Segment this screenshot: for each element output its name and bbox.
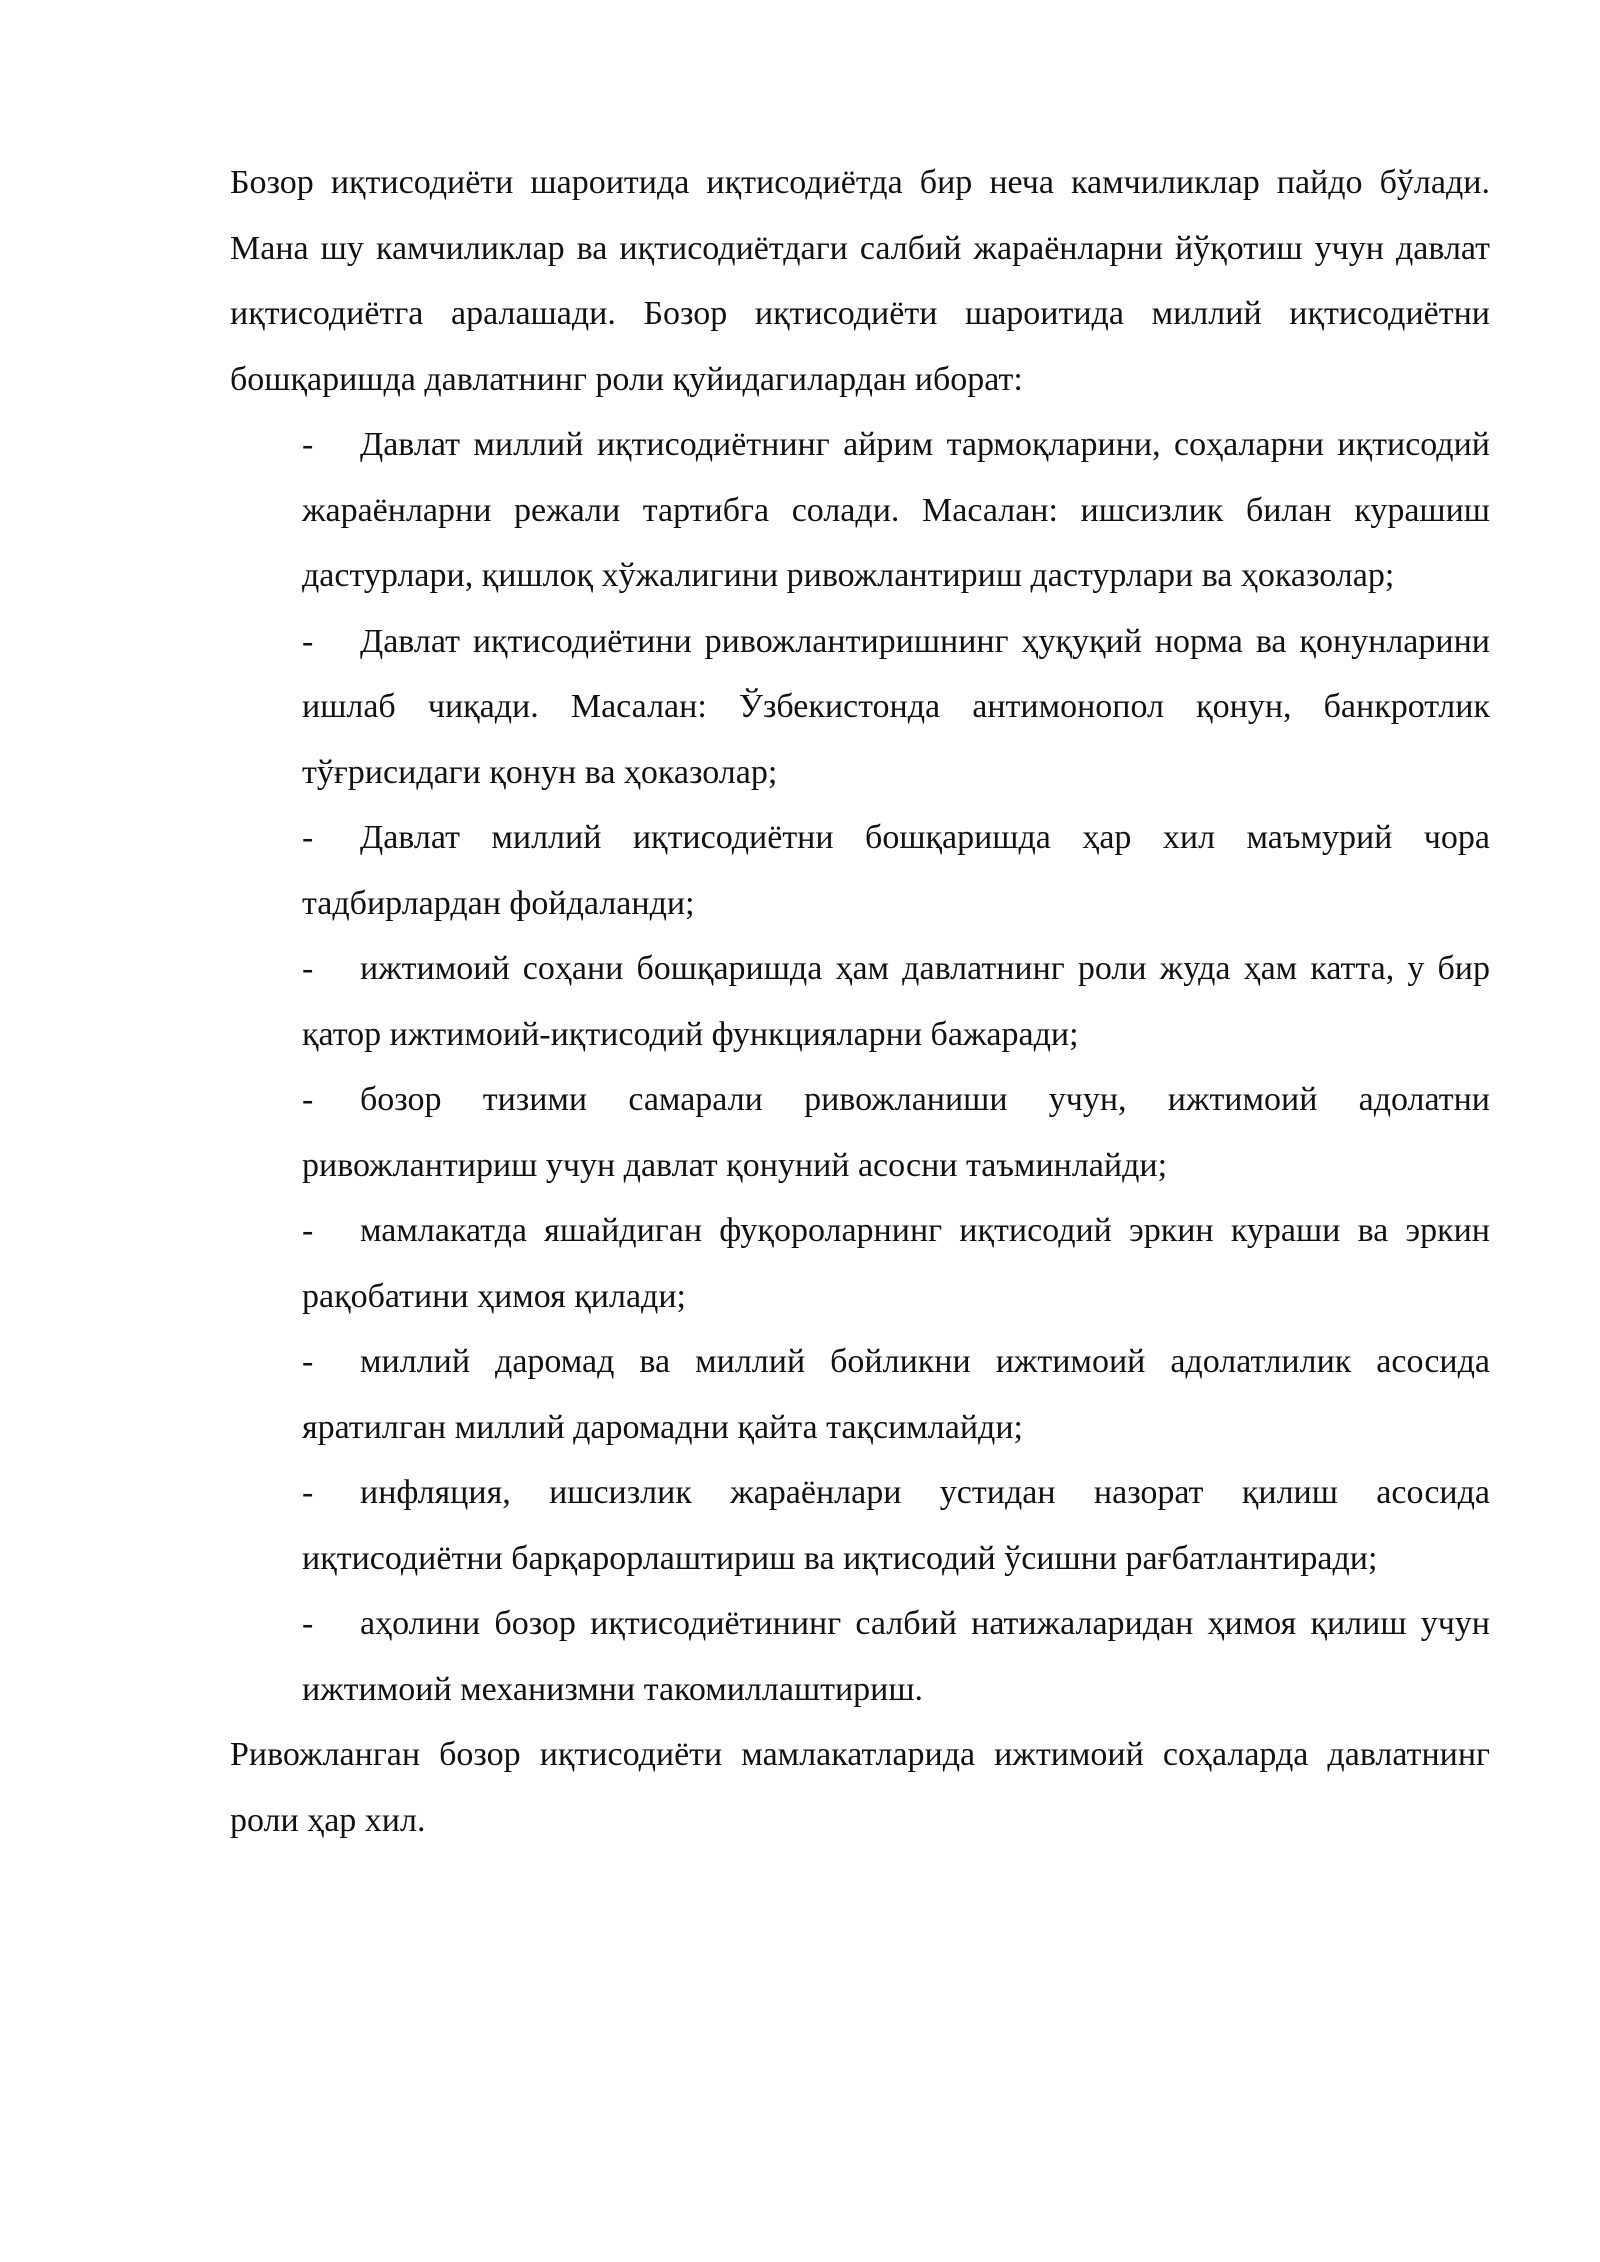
bullet-dash: -	[302, 622, 314, 660]
list-item-text: бозор тизими самарали ривожланиши учун, ижтимоий адолатни ривожлантириш учун давлат қонуний асосни таъминлайди;	[302, 1081, 1490, 1184]
list-item-text: ижтимоий соҳани бошқаришда ҳам давлатнинг роли жуда ҳам катта, у бир қатор ижтимоий-иқтисодий функцияларни бажаради;	[302, 950, 1490, 1053]
list-item	[302, 1460, 1490, 1591]
list-item	[302, 1329, 1490, 1460]
list-item-text: миллий даромад ва миллий бойликни ижтимоий адолатлилик асосида яратилган миллий даромадни қайта тақсимлайди;	[302, 1343, 1490, 1446]
role-list	[230, 412, 1490, 1722]
list-item	[302, 412, 1490, 609]
list-item-text: Давлат иқтисодиётини ривожлантиришнинг ҳуқуқий норма ва қонунларини ишлаб чиқади. Масалан: Ўзбекистонда антимонопол қонун, банкротлик тўғрисидаги қонун ва ҳоказолар;	[302, 622, 1490, 791]
document-page	[230, 150, 1490, 1853]
list-item	[302, 805, 1490, 936]
list-item	[302, 609, 1490, 806]
list-item-text: мамлакатда яшайдиган фуқороларнинг иқтисодий эркин кураши ва эркин рақобатини ҳимоя қилади;	[302, 1212, 1490, 1315]
bullet-dash: -	[302, 1081, 314, 1118]
list-item-text: Давлат миллий иқтисодиётни бошқаришда ҳар хил маъмурий чора тадбирлардан фойдаланди;	[302, 819, 1490, 922]
list-item-text: инфляция, ишсизлик жараёнлари устидан назорат қилиш асосида иқтисодиётни барқарорлаштириш ва иқтисодий ўсишни рағбатлантиради;	[302, 1474, 1490, 1577]
list-item	[302, 1591, 1490, 1722]
bullet-dash: -	[302, 1343, 314, 1380]
list-item	[302, 936, 1490, 1067]
list-item-text: аҳолини бозор иқтисодиётининг салбий натижаларидан ҳимоя қилиш учун ижтимоий механизмни такомиллаштириш.	[302, 1605, 1490, 1708]
list-item	[302, 1067, 1490, 1198]
bullet-dash: -	[302, 1605, 314, 1642]
bullet-dash: -	[302, 1474, 314, 1511]
conclusion-paragraph: Ривожланган бозор иқтисодиёти мамлакатларида ижтимоий соҳаларда давлатнинг роли ҳар хил.	[230, 1736, 1490, 1839]
list-item-text: Давлат миллий иқтисодиётнинг айрим тармоқларини, соҳаларни иқтисодий жараёнларни режали тартибга солади. Масалан: ишсизлик билан курашиш дастурлари, қишлоқ хўжалигини ривожлантириш дастурлари ва ҳоказолар;	[302, 426, 1490, 594]
bullet-dash: -	[302, 950, 314, 987]
bullet-dash: -	[302, 426, 314, 463]
bullet-dash: -	[302, 819, 314, 856]
bullet-dash: -	[302, 1212, 314, 1249]
list-item	[302, 1198, 1490, 1329]
intro-paragraph: Бозор иқтисодиёти шароитида иқтисодиётда бир неча камчиликлар пайдо бўлади. Мана шу камчиликлар ва иқтисодиётдаги салбий жараёнларни йўқотиш учун давлат иқтисодиётга аралашади. Бозор иқтисодиёти шароитида миллий иқтисодиётни бошқаришда давлатнинг роли қуйидагилардан иборат:	[230, 164, 1490, 398]
